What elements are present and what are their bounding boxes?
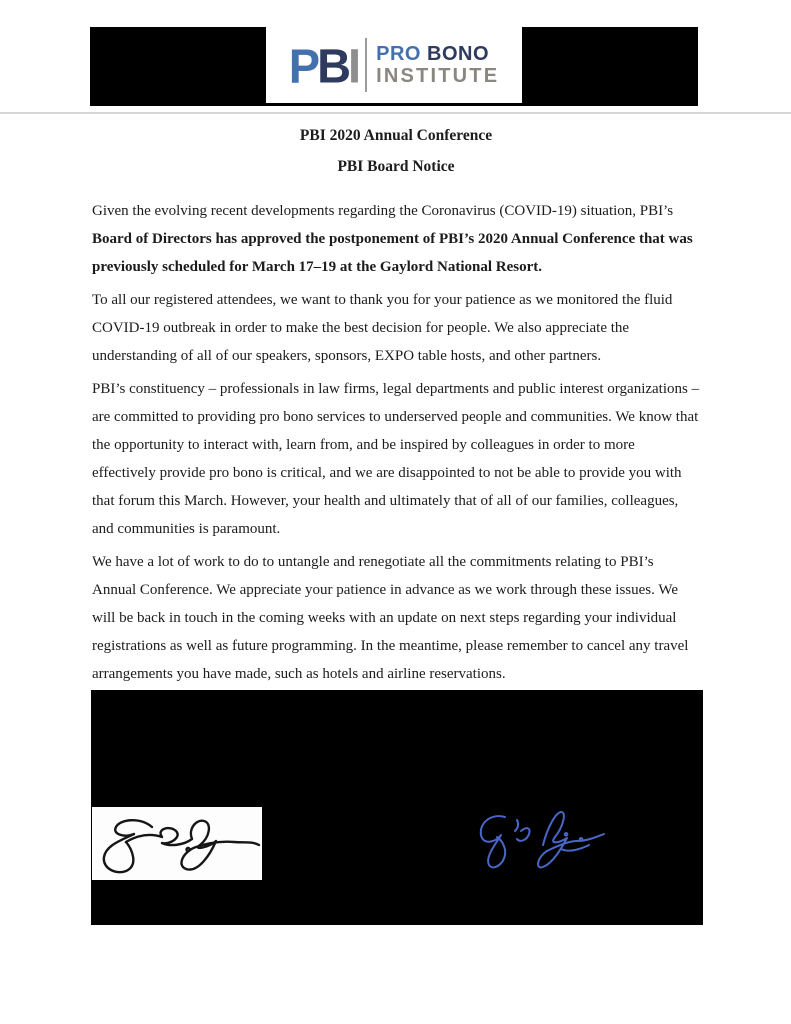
paragraph-constituency: PBI’s constituency – professionals in law firms, legal departments and public interest organizations – are committed to providing pro bono services to underserved people and communities. We know that the opportunity to interact with, learn from, and be inspired by colleagues in order to more effectively provide pro bono is critical, and we are disappointed to not be able to provide you with that forum this March. However, your health and ultimately that of all of our families, colleagues, and communities is paramount. (92, 381, 700, 537)
letterhead-banner (90, 27, 698, 106)
logo-divider (365, 38, 367, 92)
monogram-letter-p: P (288, 37, 318, 93)
paragraph-attendees: To all our registered attendees, we want to thank you for your patience as we monitored the fluid COVID-19 outbreak in order to make the best decision for people. We also appreciate the understanding of all of our speakers, sponsors, EXPO table hosts, and other partners. (92, 292, 673, 364)
wordmark-institute: INSTITUTE (376, 65, 500, 87)
paragraph-postponement-bold: Board of Directors has approved the postponement of PBI’s 2020 Annual Conference that was previously scheduled for March 17–19 at the Gaylord National Resort. (92, 231, 693, 275)
letter-body (92, 126, 700, 688)
left-signature-ink (92, 807, 262, 880)
left-signature-card (92, 807, 262, 880)
pbi-wordmark (376, 43, 499, 88)
monogram-letter-b: B (317, 37, 349, 93)
paragraph-postponement-regular: Given the evolving recent developments regarding the Coronavirus (COVID-19) situation, PBI’s (92, 203, 674, 219)
pbi-monogram (288, 37, 359, 93)
monogram-letter-i: I (348, 37, 359, 93)
paragraph-next-steps: We have a lot of work to do to untangle and renegotiate all the commitments relating to PBI’s Annual Conference. We appreciate your patience in advance as we work through these issues. We will be back in touch in the coming weeks with an update on next steps regarding your individual registrations as well as future programming. In the meantime, please remember to cancel any travel arrangements you have made, such as hotels and airline reservations. (92, 554, 689, 682)
wordmark-pro: PRO (376, 42, 421, 65)
conference-title: PBI 2020 Annual Conference (299, 127, 493, 144)
banner-shadow-line (0, 112, 791, 114)
wordmark-bono: BONO (427, 42, 490, 65)
paragraph-postponement (92, 197, 700, 281)
pbi-logo-card (266, 27, 522, 103)
signature-block (91, 690, 703, 925)
wordmark-probono (376, 43, 499, 65)
board-notice-title: PBI Board Notice (337, 158, 455, 175)
right-signature-ink (465, 805, 607, 873)
left-signature-strokes (104, 820, 259, 872)
right-signature-strokes (481, 812, 604, 867)
